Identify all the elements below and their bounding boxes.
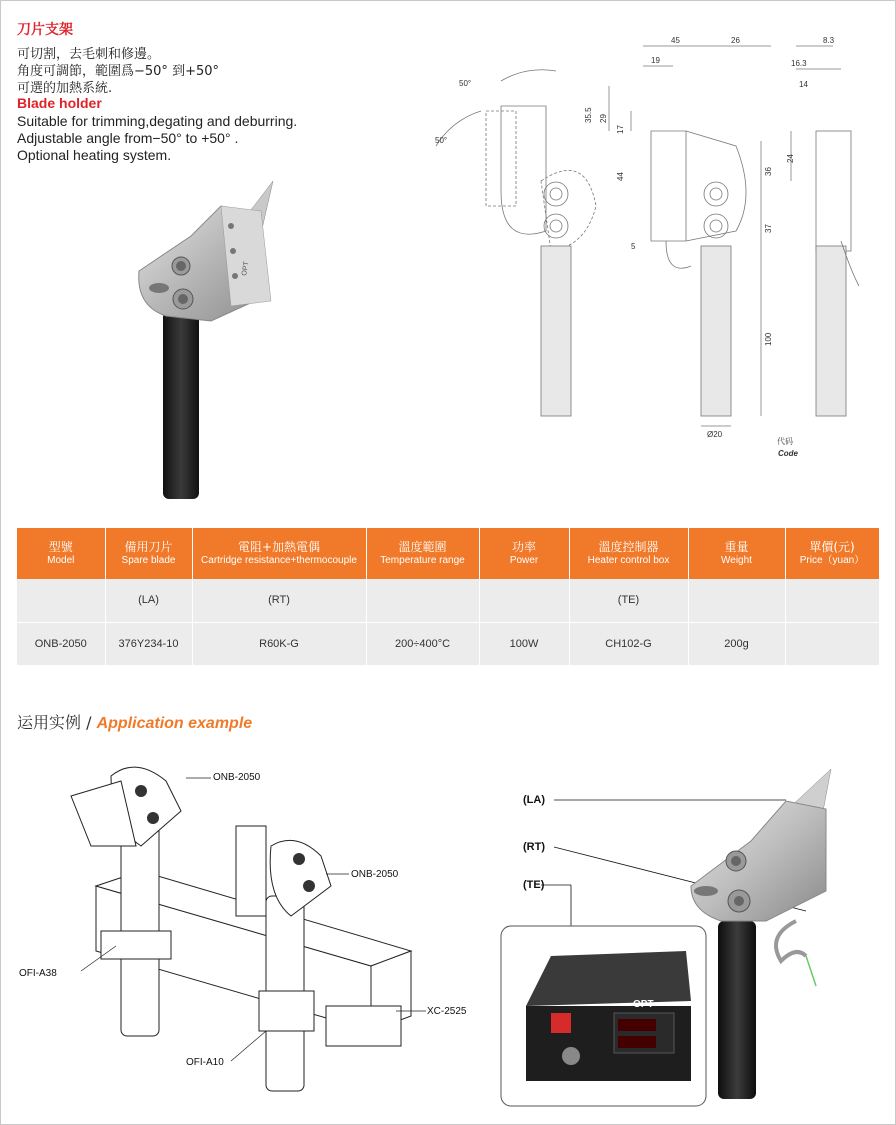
controller-and-holder-photo — [496, 761, 886, 1111]
label-onb-2050-a: ONB-2050 — [213, 772, 261, 783]
spec-table — [17, 528, 880, 665]
en-product-title: Blade holder — [17, 95, 102, 111]
zh-product-title: 刀片支架 — [17, 22, 73, 38]
dim-dia20: Ø20 — [707, 430, 723, 439]
header-cartridge: 電阻+加熱電偶 Cartridge resistance+thermocouple — [192, 528, 366, 579]
label-xc-2525: XC-2525 — [427, 1006, 467, 1017]
dim-26: 26 — [731, 36, 740, 45]
dim-29: 29 — [599, 114, 608, 123]
header-price: 單價(元) Price（yuan） — [785, 528, 879, 579]
header-power: 功率 Power — [479, 528, 569, 579]
technical-drawing — [411, 31, 881, 461]
header-model: 型號 Model — [17, 528, 105, 579]
table-row: (LA) (RT) (TE) — [17, 579, 879, 622]
en-desc-line-3: Optional heating system. — [17, 147, 172, 163]
svg-text:OPT: OPT — [633, 999, 654, 1010]
header-weight: 重量 Weight — [688, 528, 785, 579]
en-desc-line-1: Suitable for trimming,degating and deburring. — [17, 113, 298, 129]
label-ofi-a10: OFI-A10 — [186, 1057, 224, 1068]
code-label-zh: 代码 — [777, 437, 793, 446]
header-spare-blade: 備用刀片 Spare blade — [105, 528, 192, 579]
label-ofi-a38: OFI-A38 — [19, 968, 57, 979]
dim-17: 17 — [616, 125, 625, 134]
dim-19: 19 — [651, 56, 660, 65]
zh-desc-line-3: 可選的加熱系統. — [17, 81, 113, 96]
dim-24: 24 — [786, 154, 795, 163]
dim-36: 36 — [764, 167, 773, 176]
zh-desc-line-2: 角度可調節，範圍爲−50° 到+50° — [17, 64, 220, 79]
label-la: (LA) — [523, 794, 545, 806]
code-label-en: Code — [778, 449, 798, 458]
product-photo — [121, 176, 291, 501]
dim-45: 45 — [671, 36, 680, 45]
zh-desc-line-1: 可切割，去毛刺和修邊。 — [17, 47, 161, 62]
label-rt: (RT) — [523, 841, 545, 853]
dim-44: 44 — [616, 172, 625, 181]
table-row: ONB-2050 376Y234-10 R60K-G 200÷400°C 100W CH102-G 200g — [17, 622, 879, 665]
application-section-title: 运用实例 / Application example — [17, 713, 253, 732]
application-assembly-drawing — [41, 756, 441, 1101]
dim-37: 37 — [764, 224, 773, 233]
svg-text:OPT: OPT — [241, 260, 251, 277]
dim-8-3: 8.3 — [823, 36, 835, 45]
en-desc-line-2: Adjustable angle from−50° to +50° . — [17, 130, 239, 146]
label-onb-2050-b: ONB-2050 — [351, 869, 399, 880]
dim-angle-left: 50° — [435, 136, 448, 145]
header-temperature: 溫度範圍 Temperature range — [366, 528, 479, 579]
dim-35-5: 35.5 — [584, 107, 593, 123]
dim-16-3: 16.3 — [791, 59, 807, 68]
dim-14: 14 — [799, 80, 808, 89]
dim-100: 100 — [764, 332, 773, 346]
dim-angle-top: 50° — [459, 79, 472, 88]
dim-5: 5 — [631, 242, 636, 251]
label-te: (TE) — [523, 879, 545, 891]
header-heater-control: 溫度控制器 Heater control box — [569, 528, 688, 579]
